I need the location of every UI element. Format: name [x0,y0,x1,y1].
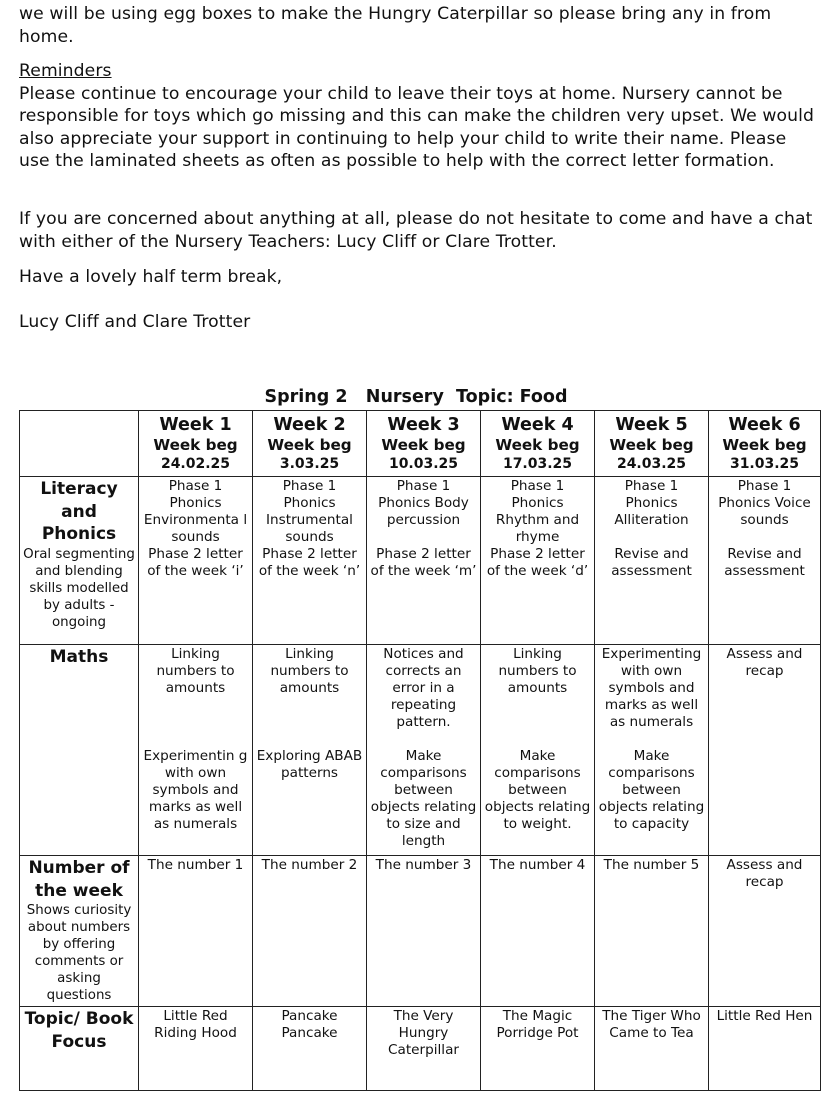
cell-text: Phase 1 Phonics Voice sounds [718,478,811,528]
area-description: Shows curiosity about numbers by offering comments or asking questions [26,903,132,1003]
book-cell: Little Red Riding Hood [139,1007,253,1091]
literacy-cell [139,477,253,645]
week-date: 24.02.25 [160,456,231,472]
literacy-cell [367,477,481,645]
number-cell: The number 1 [139,856,253,1007]
cell-text: Revise and assessment [724,546,805,579]
week-label: Week 3 [387,415,460,435]
concern-paragraph: If you are concerned about anything at all, please do not hesitate to come and have a chat with either of the Nursery Teachers: Lucy Cliff or Clare Trotter. [19,209,813,252]
book-cell: Pancake Pancake [253,1007,367,1091]
week-label: Week 2 [273,415,346,435]
maths-cell [139,645,253,856]
cell-text: Linking numbers to amounts [156,646,235,696]
week-date: 17.03.25 [502,456,573,472]
literacy-cell [595,477,709,645]
week-label: Week 5 [615,415,688,435]
week-date: 3.03.25 [279,456,340,472]
area-title: Number of the week [28,858,130,901]
cell-text: Revise and assessment [611,546,692,579]
cell-text: Linking numbers to amounts [498,646,577,696]
week-label: Week 4 [501,415,574,435]
reminders-body: Please continue to encourage your child to leave their toys at home. Nursery cannot be responsible for toys which go missing and this can make the children very upset. We would also appreciate your support in continuing to help your child to write their name. Please use the laminated sheets as often as possible to help with the correct letter formation. [19,83,815,171]
maths-cell [481,645,595,856]
number-cell: The number 5 [595,856,709,1007]
week-date: 31.03.25 [729,456,800,472]
cell-text: Phase 2 letter of the week ‘i’ [147,546,244,579]
maths-row [20,645,821,856]
cell-text: Phase 2 letter of the week ‘n’ [258,546,361,579]
week-beg-label: Week beg [495,436,580,454]
week-header [367,411,481,477]
header-row [20,411,821,477]
area-title: Maths [49,647,109,667]
intro-paragraph: we will be using egg boxes to make the Hungry Caterpillar so please bring any in from home. [19,4,772,47]
book-cell: The Very Hungry Caterpillar [367,1007,481,1091]
maths-cell [595,645,709,856]
number-cell: The number 2 [253,856,367,1007]
cell-text: Assess and recap [726,646,803,679]
closing-line: Have a lovely half term break, [19,267,283,287]
cell-text: Phase 1 Phonics Alliteration [614,478,689,528]
area-title: Literacy and Phonics [40,479,118,544]
number-cell: The number 4 [481,856,595,1007]
week-date: 24.03.25 [616,456,687,472]
cell-text: Phase 1 Phonics Instrumental sounds [266,478,353,545]
cell-text: Phase 2 letter of the week ‘m’ [370,546,477,579]
cell-text: Experimenting with own symbols and marks as well as numerals [601,646,702,730]
topic-area-cell [20,1007,139,1091]
book-cell: Little Red Hen [709,1007,821,1091]
cell-text: Phase 2 letter of the week ‘d’ [486,546,589,579]
planning-table [19,410,821,1091]
week-beg-label: Week beg [609,436,694,454]
cell-text: Make comparisons between objects relating to weight. [484,748,591,832]
week-header [139,411,253,477]
maths-area-cell [20,645,139,856]
book-cell: The Tiger Who Came to Tea [595,1007,709,1091]
number-cell: Assess and recap [709,856,821,1007]
cell-text: Phase 1 Phonics Body percussion [378,478,469,528]
area-description: Oral segmenting and blending skills modelled by adults - ongoing [23,546,135,630]
reminders-section [19,60,819,173]
week-date: 10.03.25 [388,456,459,472]
area-title: Topic/ Book Focus [24,1009,134,1052]
plan-title: Spring 2 Nursery Topic: Food [264,387,568,407]
number-cell: The number 3 [367,856,481,1007]
number-row [20,856,821,1007]
cell-text: Make comparisons between objects relating to capacity [598,748,705,832]
literacy-cell [709,477,821,645]
cell-text: Phase 1 Phonics Rhythm and rhyme [495,478,580,545]
week-header [709,411,821,477]
literacy-row [20,477,821,645]
maths-cell [367,645,481,856]
number-area-cell [20,856,139,1007]
week-beg-label: Week beg [267,436,352,454]
signature: Lucy Cliff and Clare Trotter [19,312,251,332]
week-beg-label: Week beg [153,436,238,454]
week-header [481,411,595,477]
cell-text: Make comparisons between objects relating to size and length [370,748,477,849]
maths-cell [709,645,821,856]
corner-cell [20,411,139,477]
week-header [595,411,709,477]
cell-text: Notices and corrects an error in a repeating pattern. [383,646,464,730]
book-cell: The Magic Porridge Pot [481,1007,595,1091]
cell-text: Linking numbers to amounts [270,646,349,696]
week-beg-label: Week beg [722,436,807,454]
literacy-cell [481,477,595,645]
topic-row [20,1007,821,1091]
cell-text: Exploring ABAB patterns [256,748,363,781]
week-label: Week 1 [159,415,232,435]
literacy-area-cell [20,477,139,645]
cell-text: Experimentin g with own symbols and marks as well as numerals [143,748,248,832]
week-label: Week 6 [728,415,801,435]
week-beg-label: Week beg [381,436,466,454]
literacy-cell [253,477,367,645]
cell-text: Phase 1 Phonics Environmenta l sounds [143,478,248,545]
reminders-heading: Reminders [19,61,112,81]
week-header [253,411,367,477]
maths-cell [253,645,367,856]
